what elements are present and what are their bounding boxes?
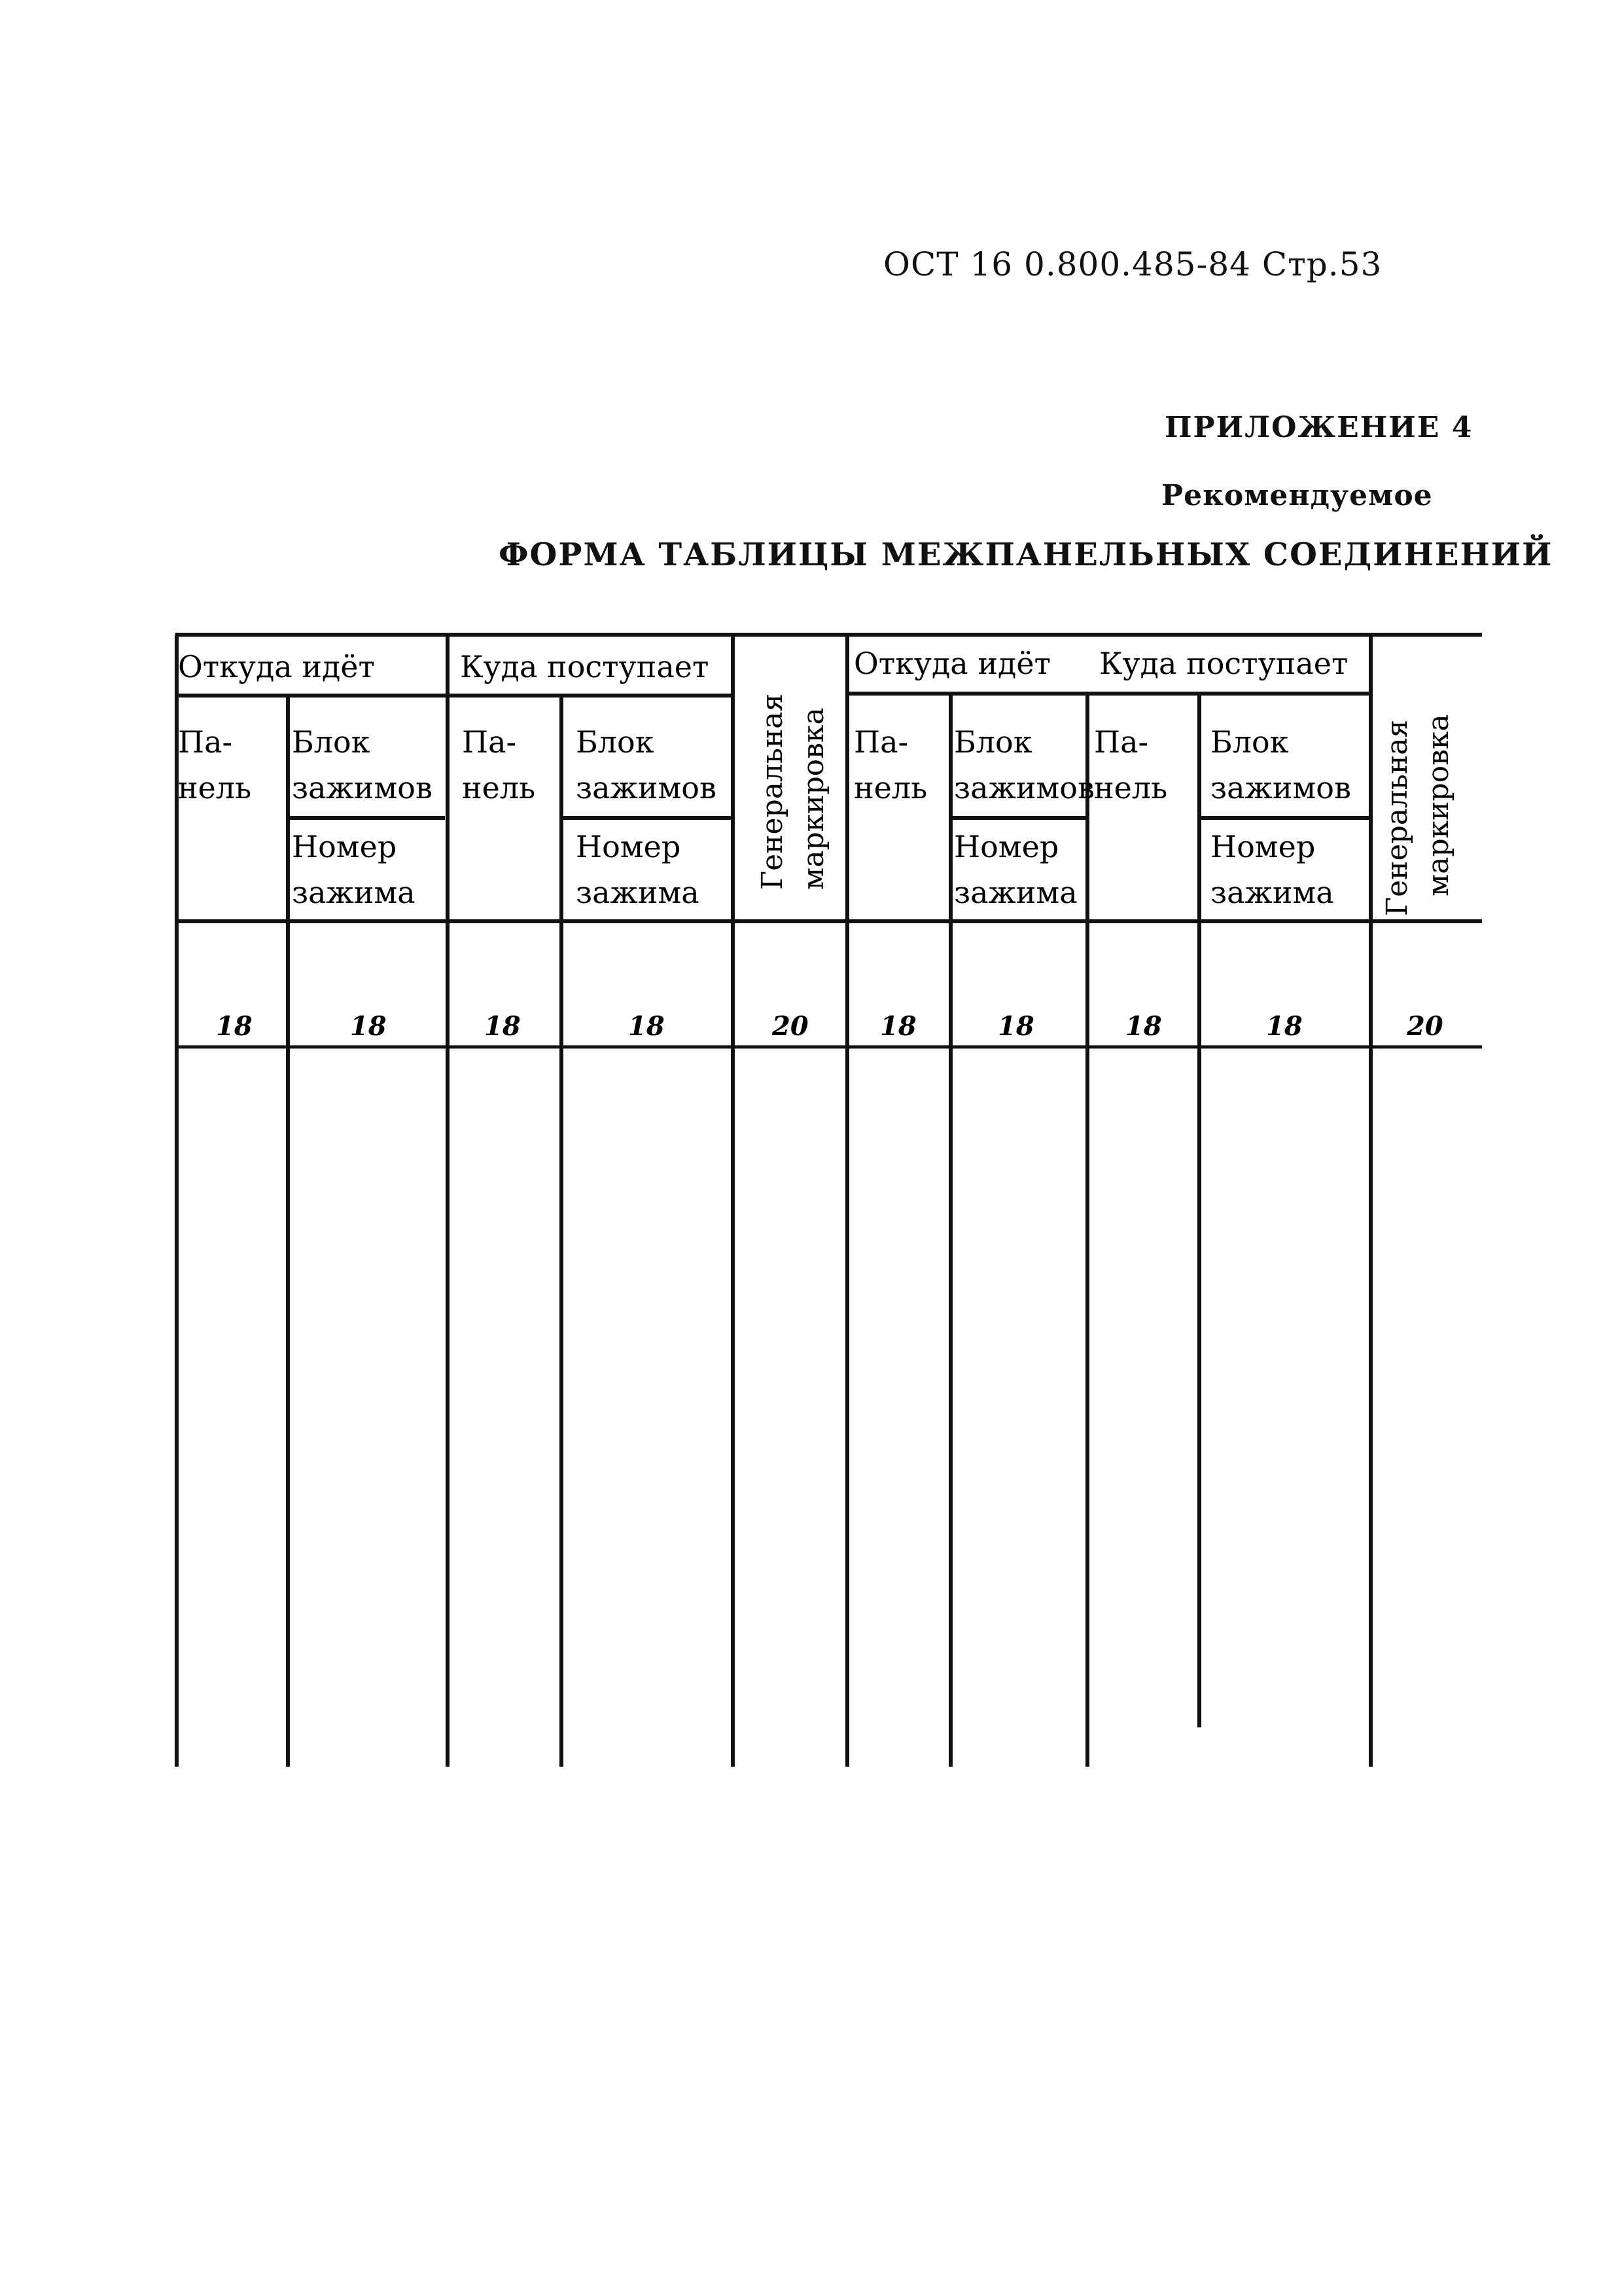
general-marking-1b: маркировка: [797, 707, 830, 890]
width-label-5: 20: [772, 1011, 809, 1042]
terminal-label-4b: зажима: [1210, 875, 1334, 910]
group-from-right: Откуда идёт: [854, 646, 1051, 681]
group-from-left: Откуда идёт: [178, 649, 375, 684]
panel-label-1b: нель: [178, 770, 252, 805]
panel-label-2a: Па-: [462, 724, 517, 760]
form-title: ФОРМА ТАБЛИЦЫ МЕЖПАНЕЛЬНЫХ СОЕДИНЕНИЙ: [499, 537, 1553, 573]
terminal-label-3a: Номер: [954, 829, 1059, 864]
terminal-label-1a: Номер: [292, 829, 397, 864]
width-label-7: 18: [998, 1011, 1034, 1042]
width-label-3: 18: [484, 1011, 521, 1042]
block-label-1b: зажимов: [292, 770, 432, 805]
block-label-2a: Блок: [576, 724, 654, 760]
appendix-label: ПРИЛОЖЕНИЕ 4: [1165, 411, 1473, 444]
block-label-3a: Блок: [954, 724, 1032, 760]
block-label-1a: Блок: [292, 724, 370, 760]
width-label-10: 20: [1407, 1011, 1443, 1042]
panel-label-4a: Па-: [1094, 724, 1149, 760]
width-label-6: 18: [880, 1011, 917, 1042]
block-label-3b: зажимов: [954, 770, 1095, 805]
terminal-label-4a: Номер: [1210, 829, 1316, 864]
width-label-4: 18: [628, 1011, 665, 1042]
terminal-label-2b: зажима: [576, 875, 699, 910]
block-label-4a: Блок: [1210, 724, 1289, 760]
panel-label-4b: нель: [1094, 770, 1168, 805]
width-label-1: 18: [216, 1011, 253, 1042]
document-code: ОСТ 16 0.800.485-84 Стр.53: [883, 245, 1383, 283]
block-label-4b: зажимов: [1210, 770, 1351, 805]
recommendation-status: Рекомендуемое: [1161, 479, 1433, 512]
panel-label-1a: Па-: [178, 724, 233, 760]
general-marking-2b: маркировка: [1422, 714, 1455, 896]
group-to-left: Куда поступает: [460, 649, 709, 684]
terminal-label-3b: зажима: [954, 875, 1078, 910]
terminal-label-1b: зажима: [292, 875, 415, 910]
general-marking-2a: Генеральная: [1381, 719, 1414, 916]
group-to-right: Куда поступает: [1099, 646, 1349, 681]
block-label-2b: зажимов: [576, 770, 716, 805]
panel-label-3a: Па-: [854, 724, 909, 760]
general-marking-1a: Генеральная: [756, 693, 789, 890]
panel-label-3b: нель: [854, 770, 928, 805]
width-label-9: 18: [1266, 1011, 1303, 1042]
width-label-2: 18: [350, 1011, 387, 1042]
terminal-label-2a: Номер: [576, 829, 681, 864]
panel-label-2b: нель: [462, 770, 536, 805]
width-label-8: 18: [1125, 1011, 1162, 1042]
